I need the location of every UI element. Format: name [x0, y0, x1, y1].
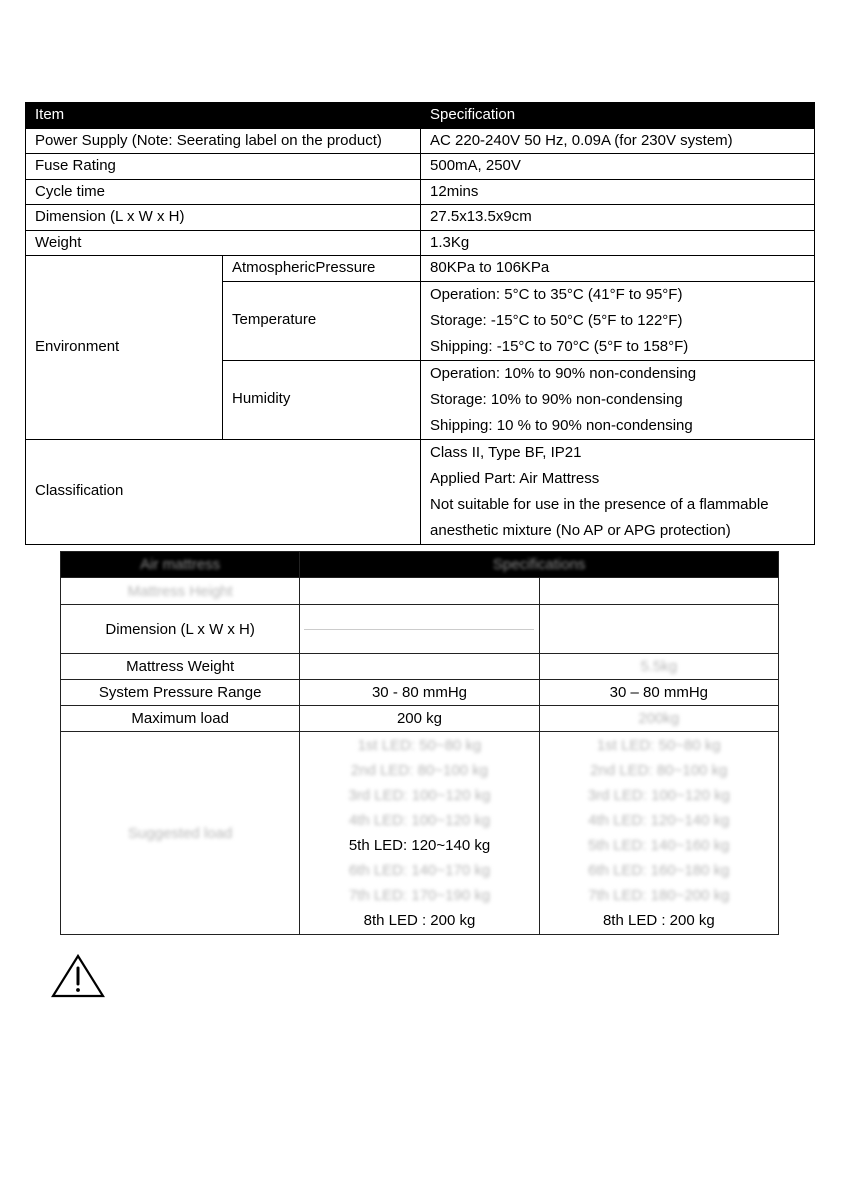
warning-triangle-icon: [50, 953, 106, 999]
led-item: 1st LED: 50~80 kg: [357, 737, 482, 754]
led-list: [540, 733, 778, 933]
humidity-operation: Operation: 10% to 90% non-condensing: [430, 364, 697, 382]
mattress-dimension-col2: [300, 605, 539, 654]
led-item: 4th LED: 120~140 kg: [588, 812, 730, 829]
specification-header: Specification: [421, 103, 815, 129]
led-item: 1st LED: 50~80 kg: [596, 737, 721, 754]
humidity-values: [421, 360, 815, 439]
table-row: [61, 654, 779, 680]
pressure-value: 80KPa to 106KPa: [421, 256, 815, 282]
maximum-load-col2: 200 kg: [300, 706, 539, 732]
classification-line: Applied Part: Air Mattress: [430, 469, 600, 487]
specification-table: [25, 102, 815, 545]
classification-label: Classification: [26, 439, 421, 544]
mattress-weight-label: Mattress Weight: [61, 654, 300, 680]
classification-line: anesthetic mixture (No AP or APG protection): [430, 521, 731, 539]
table-row: [26, 205, 815, 231]
led-item: 2nd LED: 80~100 kg: [350, 762, 489, 779]
mattress-dimension-col3: [539, 605, 778, 654]
environment-label: Environment: [26, 256, 223, 440]
cycle-time-value: 12mins: [421, 179, 815, 205]
led-item: 8th LED : 200 kg: [602, 912, 715, 929]
pressure-label: AtmosphericPressure: [222, 256, 420, 282]
weight-label: Weight: [26, 230, 421, 256]
led-item: 5th LED: 140~160 kg: [588, 837, 730, 854]
mattress-spec-table: [60, 551, 779, 935]
spec-header-row: [26, 103, 815, 129]
system-pressure-label: System Pressure Range: [61, 680, 300, 706]
humidity-storage: Storage: 10% to 90% non-condensing: [430, 390, 683, 408]
temperature-values: [421, 281, 815, 360]
temperature-shipping: Shipping: -15°C to 70°C (5°F to 158°F): [430, 337, 689, 355]
weight-value: 1.3Kg: [421, 230, 815, 256]
air-mattress-header: Air mattress: [61, 552, 300, 578]
led-item: 4th LED: 100~120 kg: [348, 812, 491, 829]
fuse-rating-label: Fuse Rating: [26, 154, 421, 180]
system-pressure-col3: 30 – 80 mmHg: [539, 680, 778, 706]
system-pressure-col2: 30 - 80 mmHg: [300, 680, 539, 706]
temperature-label: Temperature: [222, 281, 420, 360]
cycle-time-label: Cycle time: [26, 179, 421, 205]
dimension-label: Dimension (L x W x H): [26, 205, 421, 231]
specifications-header: Specifications: [300, 552, 779, 578]
mattress-dimension-label: Dimension (L x W x H): [61, 605, 300, 654]
led-item: 8th LED : 200 kg: [363, 912, 476, 929]
mattress-height-col3: [539, 578, 778, 605]
mattress-header-row: [61, 552, 779, 578]
classification-line: Not suitable for use in the presence of a flammable: [430, 495, 769, 513]
mattress-weight-col2: [300, 654, 539, 680]
table-row: [61, 578, 779, 605]
table-row: [61, 706, 779, 732]
mattress-weight-col3: 5.5kg: [539, 654, 778, 680]
classification-line: Class II, Type BF, IP21: [430, 443, 582, 461]
table-row: [26, 230, 815, 256]
led-item: 6th LED: 140~170 kg: [348, 862, 491, 879]
table-row: [26, 256, 815, 282]
led-col2: [300, 732, 539, 935]
led-list: [300, 733, 538, 933]
led-item: 5th LED: 120~140 kg: [348, 837, 491, 854]
maximum-load-col3: 200kg: [539, 706, 778, 732]
table-row: [61, 680, 779, 706]
mattress-height-col2: [300, 578, 539, 605]
power-supply-label: Power Supply (Note: Seerating label on the product): [26, 128, 421, 154]
humidity-shipping: Shipping: 10 % to 90% non-condensing: [430, 416, 693, 434]
led-item: 2nd LED: 80~100 kg: [590, 762, 728, 779]
power-supply-value: AC 220-240V 50 Hz, 0.09A (for 230V system): [421, 128, 815, 154]
classification-values: [421, 439, 815, 544]
temperature-storage: Storage: -15°C to 50°C (5°F to 122°F): [430, 311, 683, 329]
table-row: [26, 128, 815, 154]
temperature-operation: Operation: 5°C to 35°C (41°F to 95°F): [430, 285, 683, 303]
dimension-value: 27.5x13.5x9cm: [421, 205, 815, 231]
maximum-load-label: Maximum load: [61, 706, 300, 732]
mattress-height-label: Mattress Height: [61, 578, 300, 605]
table-row: [61, 605, 779, 654]
led-col3: [539, 732, 778, 935]
led-item: 7th LED: 170~190 kg: [348, 887, 491, 904]
led-item: 3rd LED: 100~120 kg: [348, 787, 491, 804]
led-item: 7th LED: 180~200 kg: [588, 887, 730, 904]
item-header: Item: [26, 103, 421, 129]
led-item: 6th LED: 160~180 kg: [588, 862, 730, 879]
table-row: [61, 732, 779, 935]
table-row: [26, 154, 815, 180]
fuse-rating-value: 500mA, 250V: [421, 154, 815, 180]
suggested-load-label: Suggested load: [61, 732, 300, 935]
led-item: 3rd LED: 100~120 kg: [587, 787, 730, 804]
table-row: [26, 179, 815, 205]
table-row: [26, 439, 815, 544]
divider: [304, 629, 534, 630]
humidity-label: Humidity: [222, 360, 420, 439]
